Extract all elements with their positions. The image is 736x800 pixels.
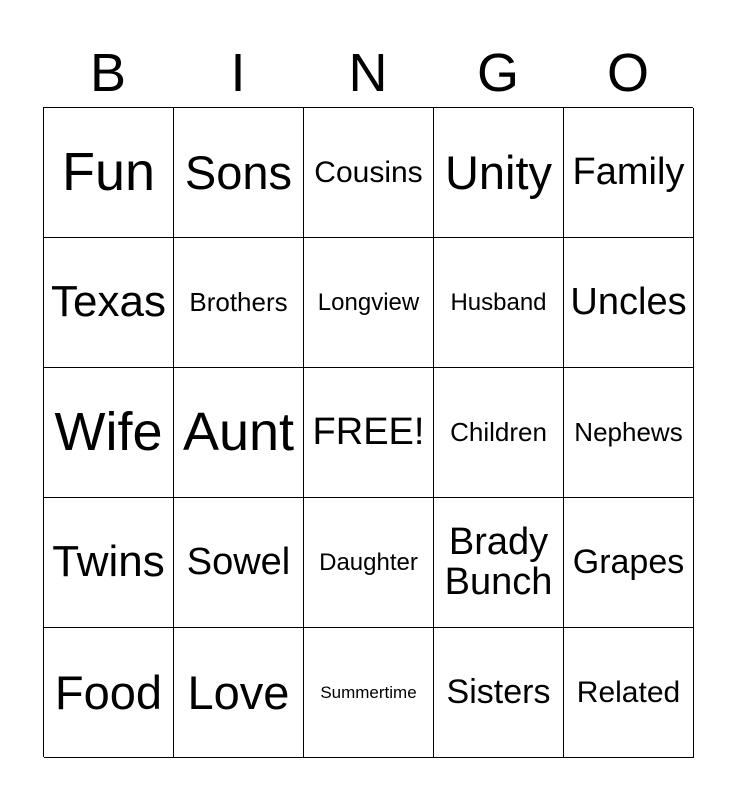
bingo-cell[interactable]: Related (564, 628, 694, 758)
free-space-cell[interactable]: FREE! (304, 368, 434, 498)
header-letter-b: B (89, 43, 127, 103)
bingo-cell[interactable]: Aunt (174, 368, 304, 498)
bingo-cell[interactable]: Love (174, 628, 304, 758)
bingo-cell[interactable]: Uncles (564, 238, 694, 368)
bingo-cell[interactable]: Texas (44, 238, 174, 368)
bingo-cell[interactable]: Brady Bunch (434, 498, 564, 628)
bingo-cell[interactable]: Sowel (174, 498, 304, 628)
bingo-cell[interactable]: Children (434, 368, 564, 498)
bingo-cell[interactable]: Brothers (174, 238, 304, 368)
bingo-cell[interactable]: Wife (44, 368, 174, 498)
bingo-cell[interactable]: Family (564, 108, 694, 238)
bingo-cell[interactable]: Twins (44, 498, 174, 628)
bingo-cell[interactable]: Nephews (564, 368, 694, 498)
header-letter-i: I (230, 43, 246, 103)
header-letter-n: N (348, 43, 388, 103)
bingo-cell[interactable]: Fun (44, 108, 174, 238)
bingo-cell[interactable]: Longview (304, 238, 434, 368)
bingo-cell[interactable]: Cousins (304, 108, 434, 238)
bingo-cell[interactable]: Sisters (434, 628, 564, 758)
bingo-cell[interactable]: Summertime (304, 628, 434, 758)
bingo-cell[interactable]: Sons (174, 108, 304, 238)
bingo-cell[interactable]: Daughter (304, 498, 434, 628)
bingo-board (43, 107, 693, 757)
bingo-cell[interactable]: Unity (434, 108, 564, 238)
header-letter-g: G (476, 43, 519, 103)
bingo-cell[interactable]: Food (44, 628, 174, 758)
bingo-cell[interactable]: Grapes (564, 498, 694, 628)
header-letter-o: O (606, 43, 649, 103)
bingo-cell[interactable]: Husband (434, 238, 564, 368)
bingo-header (43, 38, 693, 108)
